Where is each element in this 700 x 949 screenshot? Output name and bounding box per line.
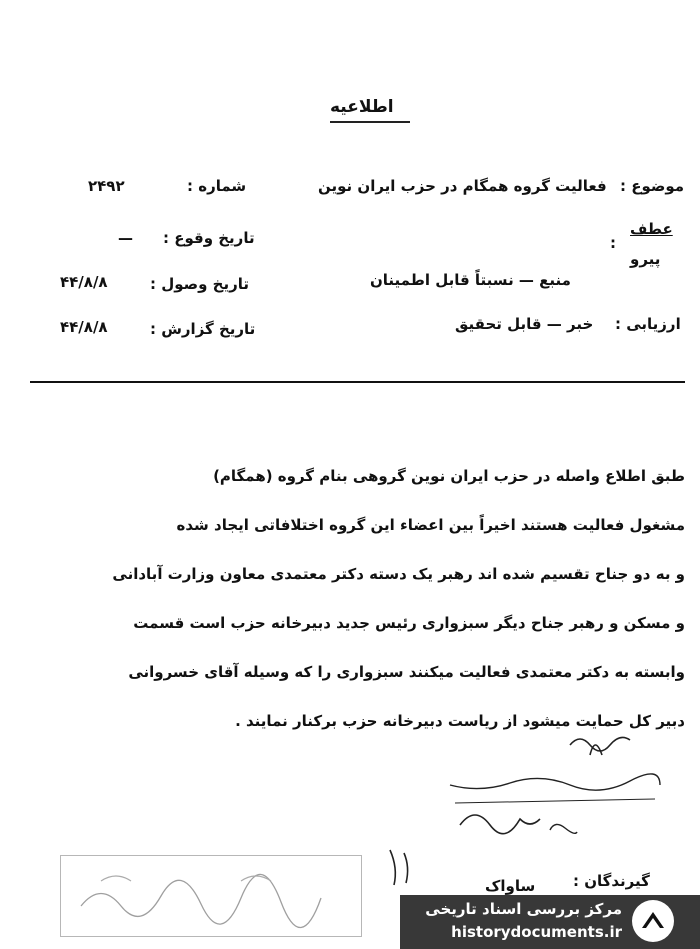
recipients-label: گیرندگان :	[573, 872, 650, 890]
watermark-org-name: مرکز بررسی اسناد تاریخی	[425, 900, 622, 918]
report-date-value: ۴۴/۸/۸	[60, 318, 108, 336]
reference-label: عطف	[630, 220, 673, 238]
evaluation-label: ارزیابی :	[615, 315, 681, 333]
title-underline	[330, 121, 410, 123]
followup-label: پیرو	[630, 250, 661, 268]
occurrence-date-label: تاریخ وقوع :	[163, 229, 255, 247]
body-line: دبیر کل حمایت میشود از ریاست دبیرخانه حزب برکنار نمایند .	[235, 712, 685, 730]
source-value: منبع — نسبتاً قابل اطمینان	[370, 271, 571, 289]
receipt-date-value: ۴۴/۸/۸	[60, 273, 108, 291]
body-line: طبق اطلاع واصله در حزب ایران نوین گروهی بنام گروه (همگام)	[213, 467, 685, 485]
body-line: وابسته به دکتر معتمدی فعالیت میکنند سبزواری را که وسیله آقای خسروانی	[128, 663, 685, 681]
archive-logo-icon	[630, 898, 676, 944]
evaluation-value: خبر — قابل تحقیق	[455, 315, 594, 333]
number-value: ۲۴۹۲	[88, 177, 125, 195]
section-divider	[30, 381, 685, 383]
watermark-site: historydocuments.ir	[451, 923, 622, 941]
subject-label: موضوع :	[620, 177, 685, 195]
receipt-date-label: تاریخ وصول :	[150, 275, 250, 293]
number-label: شماره :	[187, 177, 247, 195]
report-body	[95, 452, 685, 746]
body-line: مشغول فعالیت هستند اخیراً بین اعضاء این گروه اختلافاتی ایجاد شده	[176, 516, 685, 534]
body-line: و به دو جناح تقسیم شده اند رهبر یک دسته دکتر معتمدی معاون وزارت آبادانی	[112, 565, 685, 583]
body-line: و مسکن و رهبر جناح دیگر سبزواری رئیس جدید دبیرخانه حزب است قسمت	[133, 614, 685, 632]
handwritten-notes	[440, 725, 670, 845]
subject-value: فعالیت گروه همگام در حزب ایران نوین	[318, 177, 607, 195]
faded-stamp	[60, 855, 362, 937]
recipients-value: ساواک	[485, 877, 536, 895]
handwritten-mark	[380, 845, 430, 890]
occurrence-date-value: —	[118, 229, 133, 247]
reference-colon: :	[610, 234, 616, 252]
report-date-label: تاریخ گزارش :	[150, 320, 256, 338]
